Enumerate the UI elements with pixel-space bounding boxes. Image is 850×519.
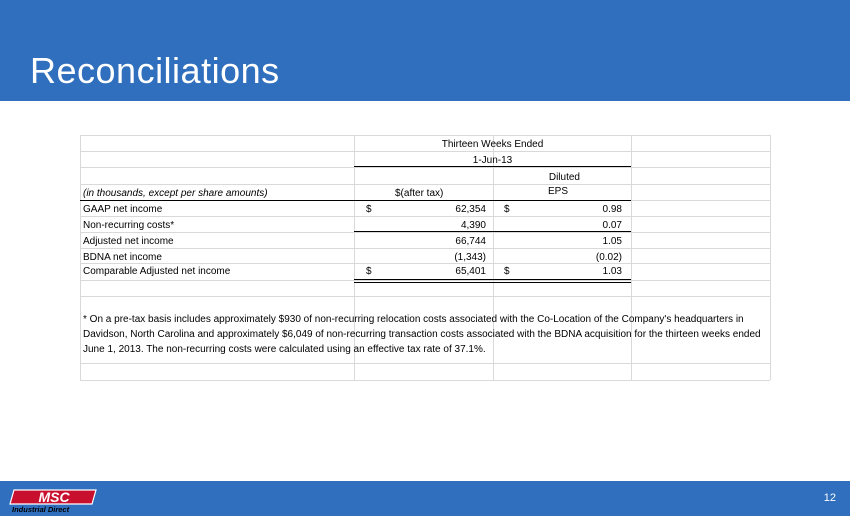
after-tax-value: 4,390: [460, 220, 486, 231]
logo-text: MSC: [38, 489, 70, 505]
row-label: Non-recurring costs*: [83, 220, 175, 231]
row-label: Adjusted net income: [83, 236, 174, 247]
date-header: 1-Jun-13: [472, 155, 513, 166]
dollar-sign: $: [366, 266, 372, 277]
total-rule-2: [354, 282, 631, 283]
total-rule-1: [354, 279, 631, 280]
after-tax-value: (1,343): [454, 252, 486, 263]
units-label: (in thousands, except per share amounts): [83, 188, 268, 199]
header-underline: [80, 200, 631, 201]
row-label: GAAP net income: [83, 204, 163, 215]
slide-title: Reconciliations: [30, 50, 280, 91]
dollar-sign: $: [504, 266, 510, 277]
eps-value: 1.05: [602, 236, 622, 247]
footer-bar: [0, 481, 850, 516]
diluted-label: Diluted: [548, 172, 580, 183]
eps-value: (0.02): [595, 252, 622, 263]
period-header: Thirteen Weeks Ended: [441, 139, 544, 150]
logo-subtext: Industrial Direct: [12, 505, 70, 514]
title-bar: [0, 0, 850, 101]
eps-value: 0.07: [602, 220, 622, 231]
msc-logo: [8, 484, 100, 514]
page-number: 12: [823, 492, 836, 504]
eps-value: 1.03: [602, 266, 622, 277]
eps-header: EPS: [548, 186, 569, 197]
row-label: BDNA net income: [83, 252, 162, 263]
after-tax-value: 65,401: [455, 266, 486, 277]
dollar-sign: $: [504, 204, 510, 215]
after-tax-header: $(after tax): [395, 188, 444, 199]
eps-value: 0.98: [602, 204, 622, 215]
dollar-sign: $: [366, 204, 372, 215]
after-tax-value: 66,744: [455, 236, 486, 247]
footnote: * On a pre-tax basis includes approximately $930 of non-recurring relocation costs associated with the Co-Location of the Company's headquarters in Davidson, North Carolina and approximately $6,049 of non-recurring transaction costs associated with the BDNA acquisition for the thirteen weeks ended June 1, 2013. The non-recurring costs were calculated using an effective tax rate of 37.1%.: [83, 314, 761, 355]
after-tax-value: 62,354: [455, 204, 486, 215]
row-label: Comparable Adjusted net income: [83, 266, 231, 277]
